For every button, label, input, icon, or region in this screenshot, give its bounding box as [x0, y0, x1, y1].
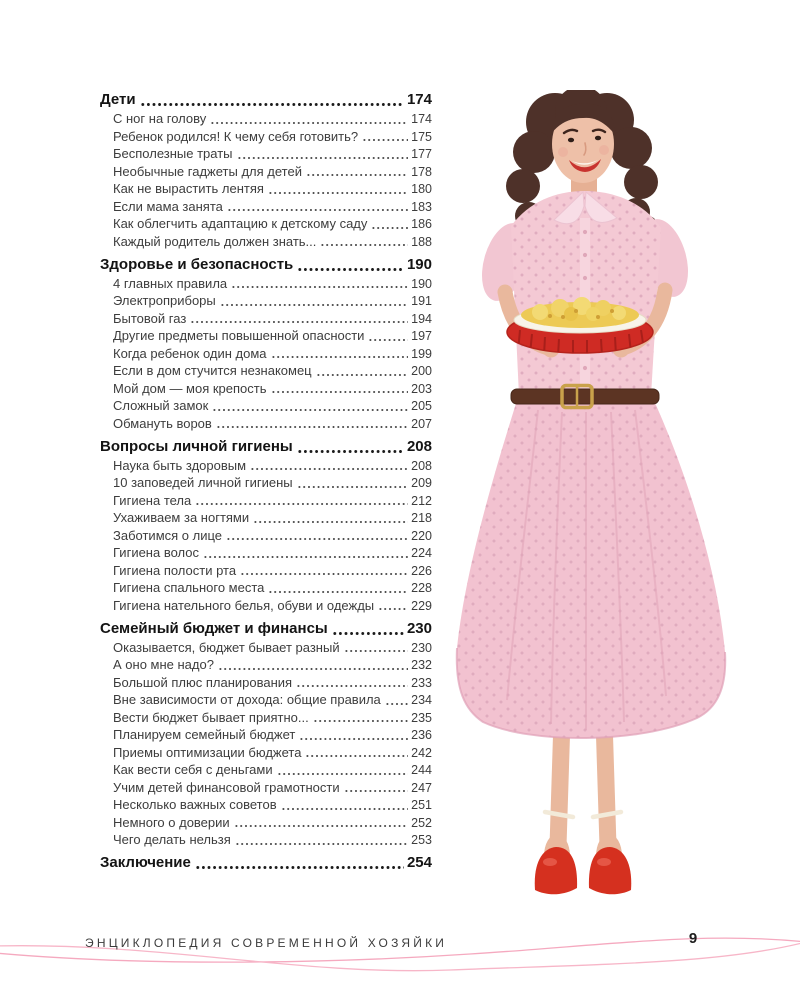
toc-item-row	[100, 544, 432, 562]
toc-item-row	[100, 145, 432, 163]
toc-item-page: 191	[411, 294, 432, 309]
toc-item-row	[100, 457, 432, 475]
dot-leader	[297, 474, 409, 492]
face	[551, 104, 616, 183]
dot-leader	[140, 90, 404, 110]
table-of-contents	[100, 86, 432, 873]
toc-section-title: Семейный бюджет и финансы	[100, 619, 328, 637]
toc-item-row	[100, 639, 432, 657]
toc-item-row	[100, 527, 432, 545]
toc-item-row	[100, 180, 432, 198]
toc-item-row	[100, 362, 432, 380]
dot-leader	[313, 709, 408, 727]
dot-leader	[344, 779, 409, 797]
toc-item-row	[100, 215, 432, 233]
toc-item-label: Как не вырастить лентяя	[113, 181, 264, 197]
toc-item-page: 199	[411, 346, 432, 361]
toc-item-row	[100, 709, 432, 727]
dot-leader	[231, 275, 408, 293]
toc-item-page: 200	[411, 364, 432, 379]
toc-section-page: 230	[406, 619, 432, 637]
toc-item-page: 226	[411, 563, 432, 578]
toc-item-page: 183	[411, 199, 432, 214]
dot-leader	[316, 362, 409, 380]
dot-leader	[240, 562, 408, 580]
toc-section-row	[100, 255, 432, 275]
toc-item-page: 253	[411, 833, 432, 848]
toc-item-label: Гигиена волос	[113, 545, 199, 561]
toc-item-page: 252	[411, 815, 432, 830]
footer-page-number: 9	[688, 930, 698, 947]
dot-leader	[371, 215, 408, 233]
dot-leader	[320, 233, 408, 251]
toc-item-page: 228	[411, 581, 432, 596]
toc-item-page: 224	[411, 546, 432, 561]
toc-item-label: Наука быть здоровым	[113, 457, 247, 473]
dot-leader	[195, 492, 408, 510]
toc-item-label: Планируем семейный бюджет	[113, 727, 296, 743]
dot-leader	[237, 145, 409, 163]
toc-item-row	[100, 310, 432, 328]
toc-item-page: 244	[411, 763, 432, 778]
toc-item-row	[100, 233, 432, 251]
toc-item-page: 180	[411, 182, 432, 197]
toc-item-row	[100, 110, 432, 128]
toc-item-row	[100, 397, 432, 415]
shoes	[535, 812, 632, 894]
toc-item-page: 247	[411, 780, 432, 795]
dot-leader	[268, 180, 408, 198]
toc-item-row	[100, 492, 432, 510]
toc-item-page: 208	[411, 458, 432, 473]
toc-item-row	[100, 656, 432, 674]
toc-item-label: Учим детей финансовой грамотности	[113, 779, 340, 795]
toc-section-title: Дети	[100, 91, 136, 109]
toc-item-label: 4 главных правила	[113, 275, 228, 291]
toc-item-page: 234	[411, 693, 432, 708]
toc-item-row	[100, 597, 432, 615]
toc-item-row	[100, 761, 432, 779]
dot-leader	[234, 814, 408, 832]
toc-item-label: Чего делать нельзя	[113, 832, 231, 848]
toc-item-page: 230	[411, 640, 432, 655]
toc-item-row	[100, 380, 432, 398]
toc-item-page: 190	[411, 276, 432, 291]
toc-section-page: 254	[406, 853, 432, 871]
toc-item-label: Вне зависимости от дохода: общие правила	[113, 692, 381, 708]
dot-leader	[299, 726, 408, 744]
dot-leader	[250, 457, 408, 475]
toc-section-page: 208	[406, 437, 432, 455]
toc-section-page: 174	[406, 91, 432, 109]
dot-leader	[235, 831, 408, 849]
toc-item-row	[100, 474, 432, 492]
toc-item-label: Необычные гаджеты для детей	[113, 163, 302, 179]
toc-item-page: 207	[411, 416, 432, 431]
toc-section-row	[100, 619, 432, 639]
toc-section-title: Вопросы личной гигиены	[100, 437, 293, 455]
toc-item-label: Оказывается, бюджет бывает разный	[113, 639, 340, 655]
toc-item-page: 220	[411, 528, 432, 543]
toc-section-row	[100, 853, 432, 873]
dot-leader	[210, 110, 408, 128]
toc-item-label: Вести бюджет бывает приятно...	[113, 709, 309, 725]
dot-leader	[305, 744, 408, 762]
dot-leader	[332, 619, 404, 639]
toc-item-row	[100, 198, 432, 216]
toc-item-page: 218	[411, 511, 432, 526]
toc-item-label: Как облегчить адаптацию к детскому саду	[113, 216, 368, 232]
toc-item-page: 212	[411, 493, 432, 508]
toc-item-row	[100, 275, 432, 293]
toc-item-page: 178	[411, 164, 432, 179]
dot-leader	[203, 544, 408, 562]
toc-item-label: Ребенок родился! К чему себя готовить?	[113, 128, 359, 144]
toc-item-row	[100, 509, 432, 527]
toc-section-title: Заключение	[100, 853, 191, 871]
toc-item-label: Обмануть воров	[113, 415, 212, 431]
toc-item-label: Если мама занята	[113, 198, 223, 214]
toc-item-label: Ухаживаем за ногтями	[113, 510, 250, 526]
toc-item-label: Заботимся о лице	[113, 527, 222, 543]
dot-leader	[306, 163, 408, 181]
toc-item-label: Бытовой газ	[113, 310, 187, 326]
toc-section-row	[100, 90, 432, 110]
toc-item-label: Когда ребенок один дома	[113, 345, 267, 361]
toc-item-row	[100, 831, 432, 849]
dot-leader	[271, 380, 409, 398]
footer-book-title: ЭНЦИКЛОПЕДИЯ СОВРЕМЕННОЙ ХОЗЯЙКИ	[85, 936, 448, 950]
toc-item-label: Электроприборы	[113, 293, 216, 309]
dot-leader	[344, 639, 409, 657]
woman-with-pie-photo	[435, 90, 755, 905]
toc-item-row	[100, 779, 432, 797]
toc-item-label: 10 заповедей личной гигиены	[113, 475, 293, 491]
dot-leader	[253, 509, 408, 527]
toc-item-page: 232	[411, 658, 432, 673]
toc-item-page: 235	[411, 710, 432, 725]
toc-item-label: Немного о доверии	[113, 814, 230, 830]
toc-item-page: 205	[411, 399, 432, 414]
toc-item-page: 194	[411, 311, 432, 326]
toc-section-row	[100, 437, 432, 457]
toc-item-row	[100, 415, 432, 433]
toc-item-label: Сложный замок	[113, 398, 209, 414]
dot-leader	[378, 597, 408, 615]
toc-item-label: Гигиена нательного белья, обуви и одежды	[113, 597, 375, 613]
dot-leader	[385, 691, 408, 709]
toc-item-label: Бесполезные траты	[113, 146, 233, 162]
dot-leader	[227, 198, 408, 216]
toc-item-row	[100, 345, 432, 363]
toc-item-label: Как вести себя с деньгами	[113, 762, 273, 778]
toc-item-label: Приемы оптимизации бюджета	[113, 744, 302, 760]
dot-leader	[268, 579, 408, 597]
dot-leader	[226, 527, 408, 545]
toc-item-page: 251	[411, 798, 432, 813]
toc-item-label: Каждый родитель должен знать...	[113, 233, 317, 249]
dress-skirt	[457, 394, 726, 738]
toc-item-row	[100, 579, 432, 597]
toc-item-label: Другие предметы повышенной опасности	[113, 328, 365, 344]
dot-leader	[195, 853, 404, 873]
toc-item-row	[100, 562, 432, 580]
toc-item-row	[100, 292, 432, 310]
toc-item-row	[100, 726, 432, 744]
dot-leader	[297, 255, 404, 275]
toc-item-page: 236	[411, 728, 432, 743]
toc-item-page: 197	[411, 329, 432, 344]
toc-item-label: Большой плюс планирования	[113, 674, 293, 690]
toc-item-page: 242	[411, 745, 432, 760]
toc-item-row	[100, 796, 432, 814]
toc-item-label: Гигиена спального места	[113, 580, 265, 596]
toc-item-label: С ног на голову	[113, 111, 207, 127]
dot-leader	[277, 761, 409, 779]
dot-leader	[368, 327, 408, 345]
dot-leader	[212, 397, 408, 415]
toc-item-row	[100, 327, 432, 345]
toc-section-title: Здоровье и безопасность	[100, 255, 294, 273]
toc-item-row	[100, 163, 432, 181]
toc-item-label: Несколько важных советов	[113, 797, 277, 813]
toc-item-row	[100, 691, 432, 709]
dot-leader	[281, 796, 409, 814]
toc-section-page: 190	[406, 255, 432, 273]
toc-item-row	[100, 814, 432, 832]
dot-leader	[220, 292, 408, 310]
toc-item-row	[100, 128, 432, 146]
toc-item-label: Мой дом — моя крепость	[113, 380, 267, 396]
toc-item-page: 175	[411, 129, 432, 144]
toc-item-page: 233	[411, 675, 432, 690]
dot-leader	[190, 310, 408, 328]
dot-leader	[271, 345, 409, 363]
dot-leader	[216, 415, 408, 433]
dot-leader	[362, 128, 408, 146]
toc-item-label: Гигиена тела	[113, 492, 192, 508]
toc-item-label: Гигиена полости рта	[113, 562, 237, 578]
toc-item-page: 177	[411, 147, 432, 162]
toc-item-label: А оно мне надо?	[113, 657, 214, 673]
toc-item-row	[100, 744, 432, 762]
dot-leader	[297, 437, 404, 457]
toc-item-page: 209	[411, 476, 432, 491]
toc-item-page: 186	[411, 217, 432, 232]
toc-item-label: Если в дом стучится незнакомец	[113, 363, 312, 379]
dot-leader	[218, 656, 408, 674]
toc-item-page: 188	[411, 234, 432, 249]
toc-item-page: 203	[411, 381, 432, 396]
toc-item-page: 229	[411, 598, 432, 613]
belt	[511, 386, 659, 408]
toc-item-page: 174	[411, 112, 432, 127]
dot-leader	[296, 674, 408, 692]
toc-item-row	[100, 674, 432, 692]
